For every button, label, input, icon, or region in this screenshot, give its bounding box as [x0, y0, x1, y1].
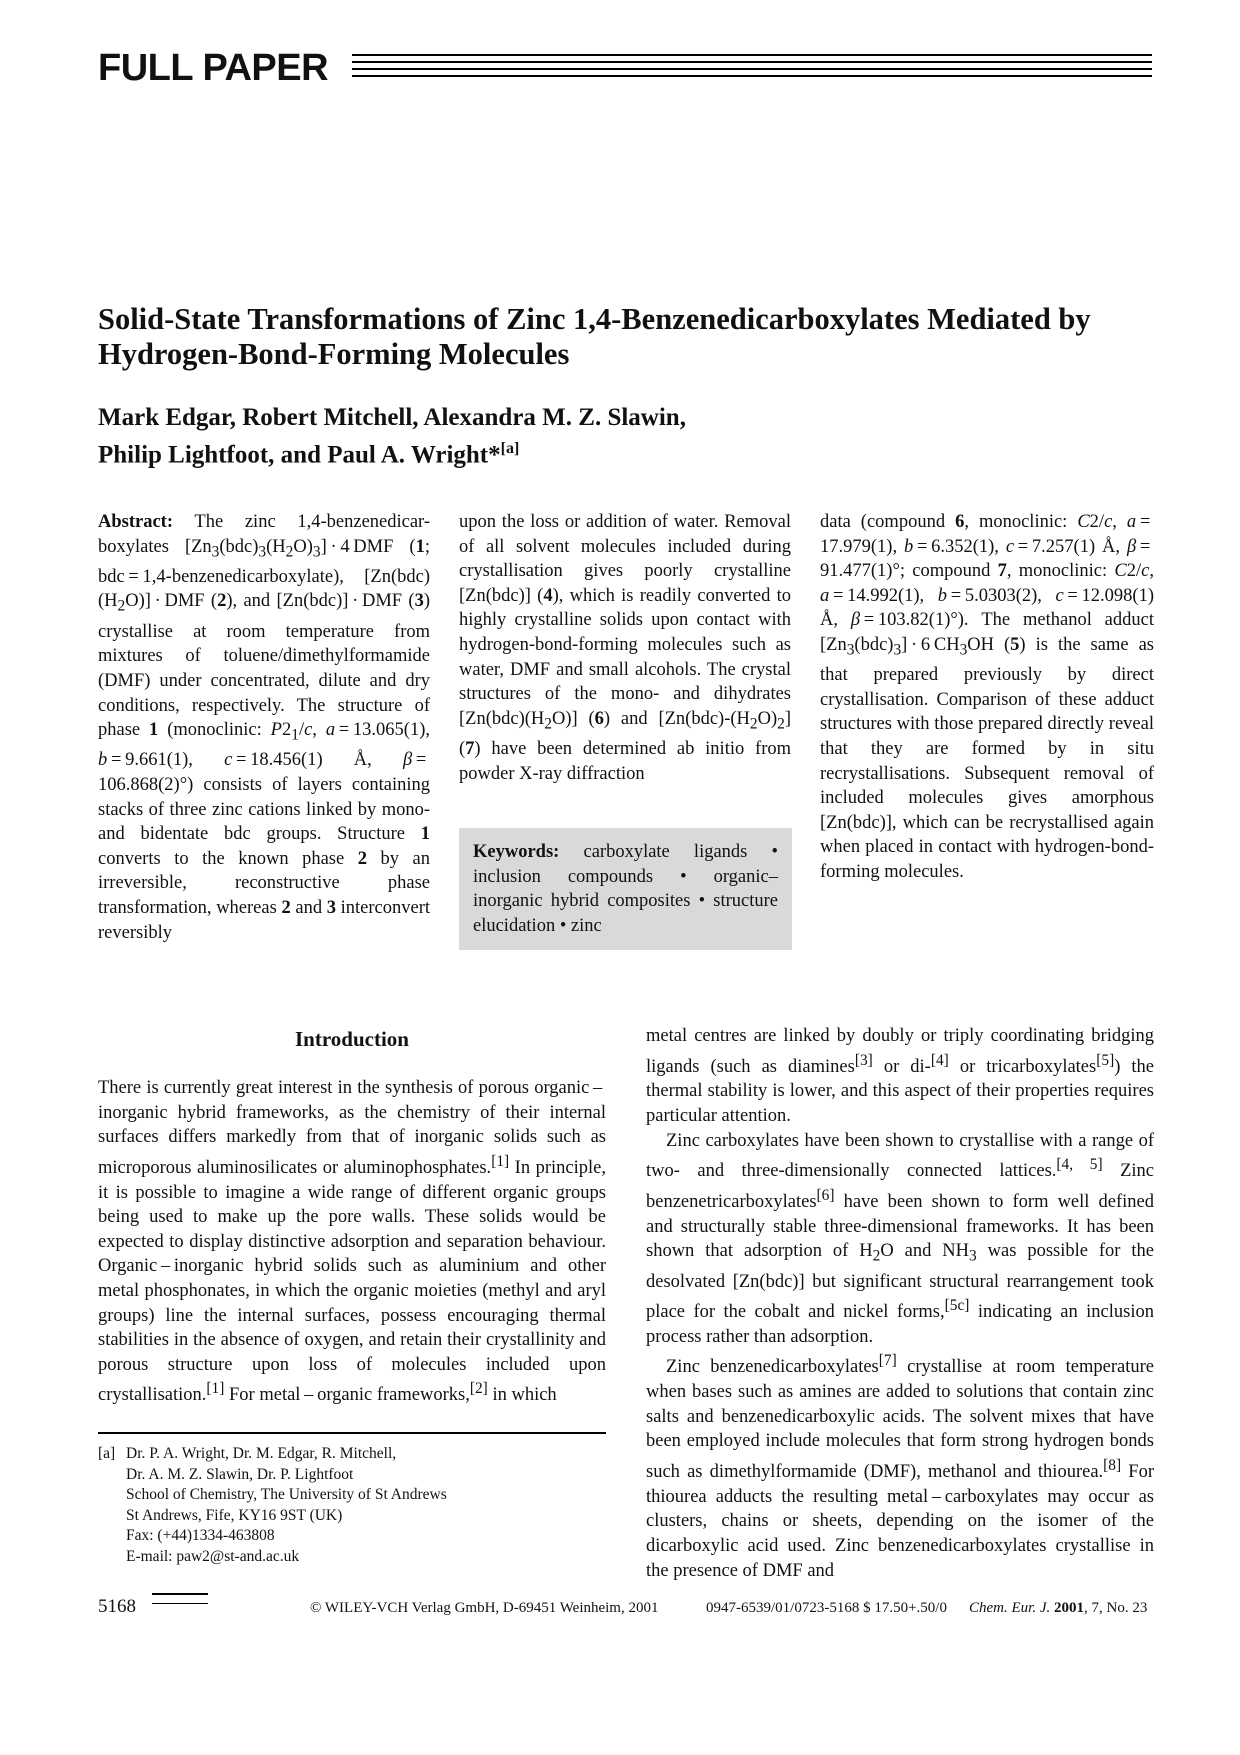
body-column-2: metal centres are linked by doubly or triply coordinating bridging ligands (such as diamines[3] or di-[4] or tricarboxylates[5]) the thermal stability is lower, and this aspect of their properties requires particular attention. Zinc carboxylates have been shown to crystallise with a range of two- and three-dimensionally connected lattices.[4, 5] Zinc benzenetricarboxylates[6] have been shown to form well defined and structurally stable three-dimensional frameworks. It has been shown that adsorption of $H_2O$ and $NH_3$ was possible for the desolvated [Zn(bdc)] but significant structural rearrangement took place for the cobalt and nickel forms,[5c] indicating an inclusion process rather than adsorption. Zinc benzenedicarboxylates[7] crystallise at room temperature when bases such as amines are added to solutions that contain zinc salts and benzenedicarboxylic acids. The solvent mixes that have been employed include molecules that form strong hydrogen bonds such as dimethylformamide (DMF), methanol and thiourea.[8] For thiourea adducts the resulting metal – carboxylates may occur as clusters, chains or sheets, depending on the isomer of the dicarboxylic acid used. Zinc benzenedicarboxylates crystallise in the presence of DMF and: [646, 1026, 1155, 1581]
footnote-line: School of Chemistry, The University of St Andrews: [126, 1486, 447, 1503]
footer-rule: [152, 1593, 208, 1595]
affiliation-mark: [a]: [500, 440, 520, 457]
journal-citation: [969, 1598, 1147, 1618]
footer-rule: [152, 1603, 208, 1605]
footnote-rule: [98, 1432, 606, 1434]
abstract-text-1: The zinc 1,4-benzenedicar-boxylates $[Zn_3(bdc)_3(H_2O)_3] \cdot 4$ DMF (1; bdc = 1,4-benzenedicarboxylate), $[Zn(bdc)(H_2O)]$ · DMF (2), and [Zn(bdc)] · DMF (3) crystallise at room temperature from mixtures of toluene/dimethylformamide (DMF) under concentrated, dilute and dry conditions, respectively. The structure of phase 1 (monoclinic: $P2_1/c$, a = 13.065(1), b = 9.661(1), c = 18.456(1) Å, β = 106.868(2)°) consists of layers containing stacks of three zinc cations linked by mono- and bidentate bdc groups. Structure 1 converts to the known phase 2 by an irreversible, reconstructive phase transformation, whereas 2 and 3 interconvert reversibly: [98, 512, 431, 943]
abstract-column-3: [820, 510, 1154, 885]
page-number: 5168: [98, 1596, 136, 1617]
footnote-mark: [a]: [98, 1445, 116, 1462]
introduction-heading: Introduction: [295, 1027, 409, 1051]
journal-issue: , 7, No. 23: [1084, 1600, 1148, 1616]
header-rule: [352, 61, 1152, 63]
footnote-line: [a] Dr. P. A. Wright, Dr. M. Edgar, R. Mitchell,: [98, 1444, 606, 1465]
copyright-notice: © WILEY-VCH Verlag GmbH, D-69451 Weinheim, 2001: [310, 1600, 659, 1616]
footer-rules: [152, 1593, 208, 1617]
abstract-text-3: data (compound 6, monoclinic: C2/c, a = 17.979(1), b = 6.352(1), c = 7.257(1) Å, β = 91.477(1)°; compound 7, monoclinic: C2/c, a = 14.992(1), b = 5.0303(2), c = 12.098(1) Å, β = 103.82(1)°). The methanol adduct $[Zn_3(bdc)_3] \cdot 6$ $CH_3OH$ (5) is the same as that prepared previously by direct crystallisation. Comparison of these adduct structures with those prepared directly reveal that they are formed by in situ recrystallisations. Subsequent removal of included molecules gives amorphous [Zn(bdc)], which can be recrystallised again when placed in contact with hydrogen-bond-forming molecules.: [820, 512, 1154, 882]
footnote-line: E-mail: paw2@st-and.ac.uk: [126, 1547, 300, 1565]
keywords-list: carboxylate ligands • inclusion compounds • organic–inorganic hybrid composites • structure elucidation • zinc: [473, 842, 778, 936]
keywords-label: Keywords:: [473, 842, 560, 862]
footnote-line: St Andrews, Fife, KY16 9ST (UK): [126, 1506, 343, 1524]
author-line-2: Philip Lightfoot, and Paul A. Wright*: [98, 441, 501, 469]
journal-year: 2001: [1054, 1600, 1084, 1616]
abstract-label: Abstract:: [98, 512, 174, 532]
section-label: FULL PAPER: [98, 47, 329, 89]
abstract-column-2: [459, 510, 791, 786]
header-rule: [352, 54, 1152, 56]
body-column-1: There is currently great interest in the synthesis of porous organic – inorganic hybrid frameworks, as the chemistry of their internal surfaces differs markedly from that of inorganic solids such as microporous aluminosilicates or aluminophosphates.[1] In principle, it is possible to imagine a wide range of different organic groups being used to make up the pore walls. These solids would be expected to display distinctive adsorption and separation behaviour. Organic – inorganic hybrid solids such as aluminium and other metal phosphonates, in which the organic moieties (methyl and aryl groups) line the internal surfaces, possess encouraging thermal stabilities in the absence of oxygen, and retain their crystallinity and porous structure upon loss of molecules included upon crystallisation.[1] For metal – organic frameworks,[2] in which: [98, 1078, 606, 1406]
header-rule: [352, 68, 1152, 70]
issn-code: 0947-6539/01/0723-5168 $ 17.50+.50/0: [706, 1600, 947, 1616]
keywords-box: [459, 828, 792, 950]
article-title: Solid-State Transformations of Zinc 1,4-Benzenedicarboxylates Mediated by Hydrogen-Bond-Forming Molecules: [98, 302, 1091, 371]
journal-name: Chem. Eur. J.: [969, 1600, 1051, 1616]
author-line-1: Mark Edgar, Robert Mitchell, Alexandra M. Z. Slawin,: [98, 404, 686, 431]
footnote-line: Fax: (+44)1334-463808: [126, 1527, 275, 1544]
author-list: [98, 402, 998, 470]
abstract-text-2: upon the loss or addition of water. Removal of all solvent molecules included during crystallisation gives poorly crystalline [Zn(bdc)] (4), which is readily converted to highly crystalline solids upon contact with hydrogen-bond-forming molecules such as water, DMF and small alcohols. The crystal structures of the mono- and dihydrates $[Zn(bdc)(H_2O)]$ (6) and $[Zn(bdc)-(H_2O)_2]$ (7) have been determined ab initio from powder X-ray diffraction: [459, 512, 791, 784]
keywords-text: [459, 828, 792, 938]
header-rule: [352, 75, 1152, 77]
affiliation-footnote: [98, 1444, 606, 1567]
abstract-column-1: [98, 510, 430, 945]
header-rules: [352, 54, 1152, 82]
footnote-line: Dr. A. M. Z. Slawin, Dr. P. Lightfoot: [126, 1465, 354, 1483]
